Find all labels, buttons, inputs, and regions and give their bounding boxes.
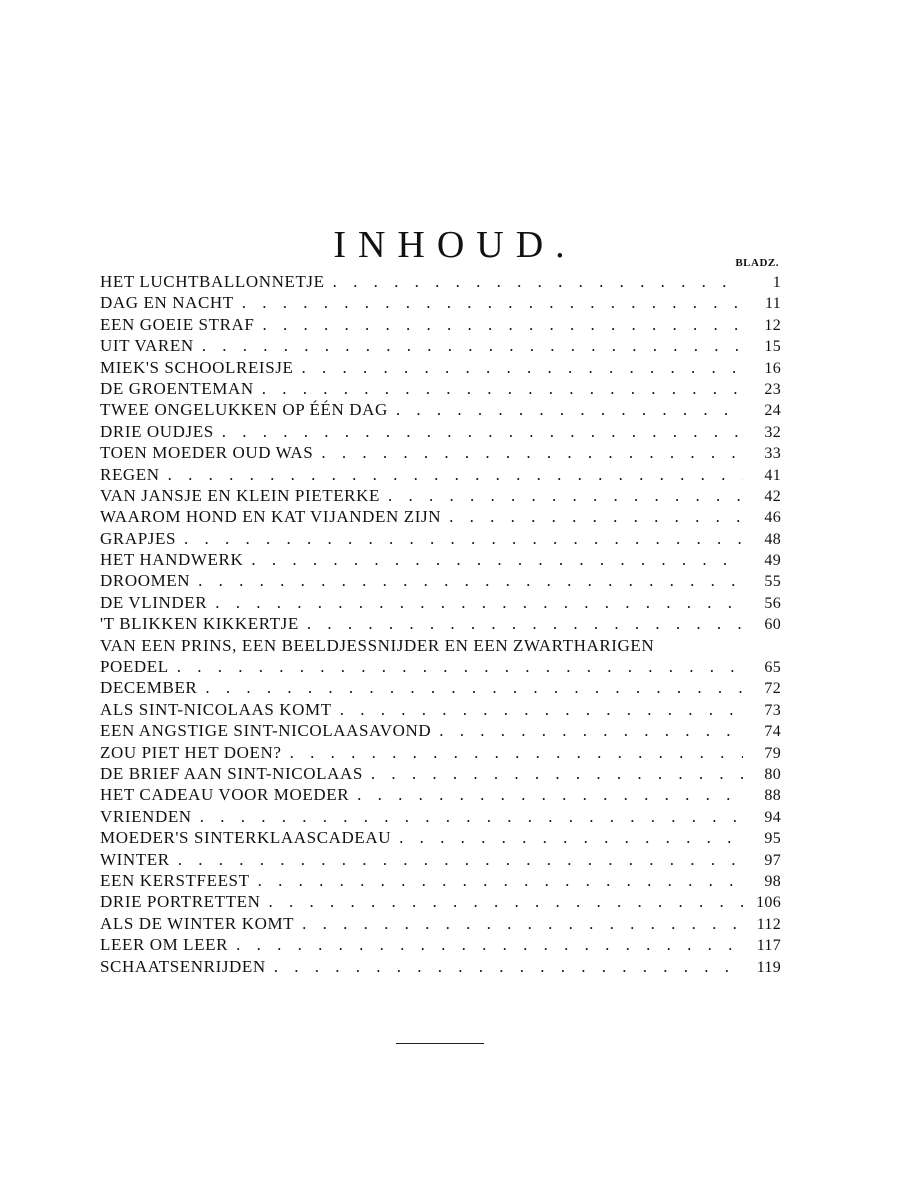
toc-entry-title: ALS DE WINTER KOMT [100, 913, 295, 933]
dot-leader [333, 271, 743, 292]
toc-entry-title: DRIE PORTRETTEN [100, 892, 261, 912]
toc-entry-title: DE GROENTEMAN [100, 378, 254, 398]
toc-entry-page-number: 32 [764, 423, 781, 441]
dot-leader [399, 827, 743, 848]
toc-entry-title: HET HANDWERK [100, 550, 244, 570]
toc-entry [100, 613, 781, 634]
dot-leader [357, 784, 743, 805]
dot-leader [307, 613, 743, 634]
dot-leader [269, 891, 744, 912]
toc-entry [100, 656, 781, 677]
toc-entry-title: VRIENDEN [100, 806, 192, 826]
dot-leader [251, 549, 743, 570]
dot-leader [200, 806, 743, 827]
toc-entry-title: EEN GOEIE STRAF [100, 314, 255, 334]
dot-leader [222, 421, 743, 442]
toc-entry [100, 934, 781, 955]
toc-entry-page-number: 33 [764, 445, 781, 463]
toc-entry-page-number: 42 [764, 487, 781, 505]
dot-leader [177, 656, 743, 677]
toc-entry-title: EEN ANGSTIGE SINT-NICOLAASAVOND [100, 721, 432, 741]
toc-entry-title: REGEN [100, 464, 160, 484]
toc-entry-title: VAN EEN PRINS, EEN BEELDJESSNIJDER EN EEN ZWARTHARIGEN [100, 635, 655, 655]
toc-entry [100, 742, 781, 763]
toc-entry-title: DE BRIEF AAN SINT-NICOLAAS [100, 763, 363, 783]
toc-entry [100, 485, 781, 506]
toc-entry [100, 677, 781, 698]
toc-entry [100, 592, 781, 613]
dot-leader [301, 357, 743, 378]
toc-entry-title: EEN KERSTFEEST [100, 870, 250, 890]
toc-entry [100, 549, 781, 570]
toc-entry-title: LEER OM LEER [100, 935, 229, 955]
toc-entry-title: VAN JANSJE EN KLEIN PIETERKE [100, 485, 380, 505]
toc-entry-page-number: 15 [764, 338, 781, 356]
toc-entry-page-number: 46 [764, 509, 781, 527]
toc-entry-title: GRAPJES [100, 528, 177, 548]
dot-leader [178, 849, 743, 870]
toc-entry [100, 956, 781, 977]
dot-leader [258, 870, 743, 891]
toc-entry [100, 720, 781, 741]
toc-entry-page-number: 49 [764, 552, 781, 570]
table-of-contents [100, 271, 781, 977]
dot-leader [215, 592, 743, 613]
dot-leader [388, 485, 743, 506]
dot-leader [168, 464, 743, 485]
toc-entry-title: DECEMBER [100, 678, 198, 698]
toc-entry-page-number: 112 [756, 915, 781, 933]
toc-entry [100, 271, 781, 292]
toc-entry-title: WAAROM HOND EN KAT VIJANDEN ZIJN [100, 507, 442, 527]
toc-entry [100, 378, 781, 399]
toc-entry [100, 314, 781, 335]
toc-entry-title: WINTER [100, 849, 170, 869]
toc-entry [100, 849, 781, 870]
toc-entry-title: MOEDER'S SINTERKLAASCADEAU [100, 828, 392, 848]
closing-rule [396, 1043, 484, 1044]
toc-entry-page-number: 41 [764, 466, 781, 484]
page-column-label: BLADZ. [735, 257, 779, 269]
toc-entry-title: UIT VAREN [100, 336, 194, 356]
toc-entry [100, 357, 781, 378]
toc-entry [100, 806, 781, 827]
dot-leader [371, 763, 743, 784]
toc-entry [100, 870, 781, 891]
toc-entry-title: 'T BLIKKEN KIKKERTJE [100, 614, 299, 634]
toc-entry-page-number: 106 [756, 894, 781, 912]
toc-entry-title: HET CADEAU VOOR MOEDER [100, 785, 350, 805]
toc-entry-page-number: 65 [764, 659, 781, 677]
toc-entry-title: DE VLINDER [100, 592, 208, 612]
toc-entry [100, 827, 781, 848]
toc-entry [100, 335, 781, 356]
dot-leader [198, 570, 743, 591]
toc-entry-page-number: 1 [772, 274, 781, 291]
dot-leader [262, 378, 743, 399]
dot-leader [236, 934, 743, 955]
toc-entry-page-number: 60 [764, 616, 781, 634]
toc-entry [100, 784, 781, 805]
toc-entry-page-number: 48 [764, 530, 781, 548]
toc-entry-title: TWEE ONGELUKKEN OP ÉÉN DAG [100, 400, 388, 420]
toc-entry-page-number: 73 [764, 701, 781, 719]
toc-entry-page-number: 72 [764, 680, 781, 698]
toc-entry-first-line [100, 635, 781, 656]
toc-entry [100, 442, 781, 463]
dot-leader [274, 956, 743, 977]
toc-entry-page-number: 88 [764, 787, 781, 805]
toc-entry-page-number: 56 [764, 594, 781, 612]
dot-leader [242, 292, 743, 313]
toc-entry-title: POEDEL [100, 657, 169, 677]
dot-leader [340, 699, 743, 720]
page-title: INHOUD. [333, 224, 577, 267]
dot-leader [262, 314, 743, 335]
toc-entry-title: SCHAATSENRIJDEN [100, 956, 266, 976]
toc-entry-title: ZOU PIET HET DOEN? [100, 742, 282, 762]
toc-entry-page-number: 74 [764, 723, 781, 741]
toc-entry-page-number: 117 [756, 937, 781, 955]
toc-entry [100, 464, 781, 485]
dot-leader [449, 506, 743, 527]
toc-entry-page-number: 95 [764, 830, 781, 848]
toc-entry [100, 763, 781, 784]
toc-entry [100, 699, 781, 720]
toc-entry-page-number: 16 [764, 359, 781, 377]
dot-leader [202, 335, 743, 356]
toc-entry-title: DRIE OUDJES [100, 421, 214, 441]
toc-entry-title: DROOMEN [100, 571, 191, 591]
toc-entry [100, 913, 781, 934]
toc-entry [100, 506, 781, 527]
toc-entry-title: ALS SINT-NICOLAAS KOMT [100, 699, 332, 719]
toc-entry-page-number: 23 [764, 380, 781, 398]
toc-entry-page-number: 119 [756, 958, 781, 976]
toc-entry-page-number: 80 [764, 765, 781, 783]
toc-entry-page-number: 11 [764, 295, 781, 313]
dot-leader [184, 528, 743, 549]
toc-entry-page-number: 55 [764, 573, 781, 591]
dot-leader [439, 720, 743, 741]
toc-entry [100, 421, 781, 442]
toc-entry [100, 891, 781, 912]
toc-entry-title: DAG EN NACHT [100, 293, 234, 313]
toc-entry-page-number: 79 [764, 744, 781, 762]
toc-entry-page-number: 98 [764, 872, 781, 890]
toc-entry-page-number: 94 [764, 808, 781, 826]
toc-entry-title: TOEN MOEDER OUD WAS [100, 443, 314, 463]
dot-leader [205, 677, 743, 698]
toc-entry [100, 399, 781, 420]
toc-entry-title: HET LUCHTBALLONNETJE [100, 272, 325, 291]
toc-entry-page-number: 12 [764, 316, 781, 334]
dot-leader [396, 399, 743, 420]
dot-leader [290, 742, 743, 763]
toc-entry-title: MIEK'S SCHOOLREISJE [100, 357, 294, 377]
toc-entry [100, 528, 781, 549]
toc-entry-page-number: 97 [764, 851, 781, 869]
toc-entry [100, 570, 781, 591]
toc-entry-page-number: 24 [764, 402, 781, 420]
toc-entry [100, 292, 781, 313]
dot-leader [302, 913, 743, 934]
dot-leader [321, 442, 743, 463]
